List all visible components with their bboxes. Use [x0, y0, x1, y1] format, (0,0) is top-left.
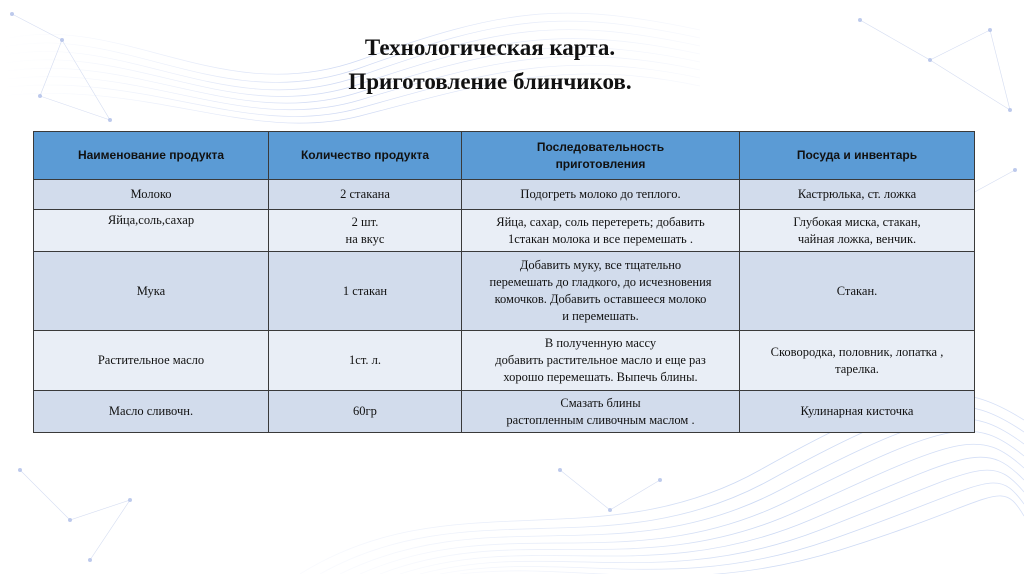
- cell-steps: [462, 331, 740, 391]
- cell-text-line: тарелка.: [835, 361, 879, 376]
- cell-text-line: 1стакан молока и все перемешать .: [507, 231, 694, 246]
- cell-quantity: [269, 252, 462, 331]
- cell-tools: [740, 180, 975, 210]
- cell-text-line: комочков. Добавить оставшееся молоко: [494, 292, 707, 306]
- cell-quantity: [269, 180, 462, 210]
- header-cooking-sequence: [462, 132, 740, 180]
- cell-quantity: [269, 391, 462, 433]
- cell-text-line: растопленным сливочным маслом .: [506, 412, 695, 427]
- cell-product: Растительное масло: [34, 331, 269, 391]
- header-dishes-tools: Посуда и инвентарь: [740, 132, 975, 180]
- cell-text-line: на вкус: [345, 231, 385, 246]
- cell-text-line: В полученную массу: [544, 336, 657, 350]
- cell-tools: [740, 252, 975, 331]
- cell-tools: [740, 331, 975, 391]
- cell-text-line: Глубокая миска, стакан,: [793, 214, 921, 229]
- tech-card-table: [33, 131, 975, 433]
- cell-text-line: хорошо перемешать. Выпечь блины.: [503, 370, 698, 384]
- header-cooking-sequence-text: Последовательность приготовления: [536, 139, 665, 171]
- cell-text-line: 2 стакана: [340, 187, 390, 201]
- slide-title: [0, 31, 980, 99]
- cell-product: Молоко: [34, 180, 269, 210]
- cell-text-line: 1ст. л.: [349, 353, 381, 367]
- cell-steps: [462, 252, 740, 331]
- cell-text-line: Сковородка, половник, лопатка ,: [770, 344, 944, 359]
- cell-product: Мука: [34, 252, 269, 331]
- cell-product: Яйца,соль,сахар: [34, 210, 269, 252]
- cell-tools: [740, 210, 975, 252]
- cell-text-line: Яйца, сахар, соль перетереть; добавить: [496, 214, 705, 229]
- cell-text-line: 1 стакан: [342, 283, 388, 298]
- cell-steps: [462, 180, 740, 210]
- cell-steps: [462, 391, 740, 433]
- cell-text-line: чайная ложка, венчик.: [797, 231, 917, 246]
- cell-product: Масло сливочн.: [34, 391, 269, 433]
- slide-title-line-1: Технологическая карта.: [364, 35, 616, 60]
- slide-title-line-2: Приготовление блинчиков.: [348, 69, 632, 94]
- cell-text-line: Стакан.: [836, 283, 878, 298]
- cell-text-line: добавить растительное масло и еще раз: [495, 353, 706, 367]
- cell-text-line: Кастрюлька, ст. ложка: [797, 187, 917, 201]
- cell-text-line: Кулинарная кисточка: [800, 404, 914, 418]
- cell-text-line: и перемешать.: [562, 309, 639, 323]
- table-row: [34, 180, 975, 210]
- cell-quantity: [269, 210, 462, 252]
- cell-tools: [740, 391, 975, 433]
- header-quantity: Количество продукта: [269, 132, 462, 180]
- cell-text-line: Добавить муку, все тщательно: [519, 258, 682, 272]
- tech-card-table-container: [33, 131, 974, 433]
- table-row: [34, 252, 975, 331]
- cell-steps: [462, 210, 740, 252]
- header-product-name: Наименование продукта: [34, 132, 269, 180]
- cell-quantity: [269, 331, 462, 391]
- table-row: [34, 210, 975, 252]
- table-header-row: [34, 132, 975, 180]
- cell-text-line: Подогреть молоко до теплого.: [520, 187, 681, 201]
- table-row: [34, 391, 975, 433]
- cell-text-line: 2 шт.: [351, 214, 379, 229]
- cell-text-line: Смазать блины: [560, 395, 641, 410]
- table-row: [34, 331, 975, 391]
- cell-text-line: 60гр: [353, 404, 377, 418]
- cell-text-line: перемешать до гладкого, до исчезновения: [489, 275, 712, 289]
